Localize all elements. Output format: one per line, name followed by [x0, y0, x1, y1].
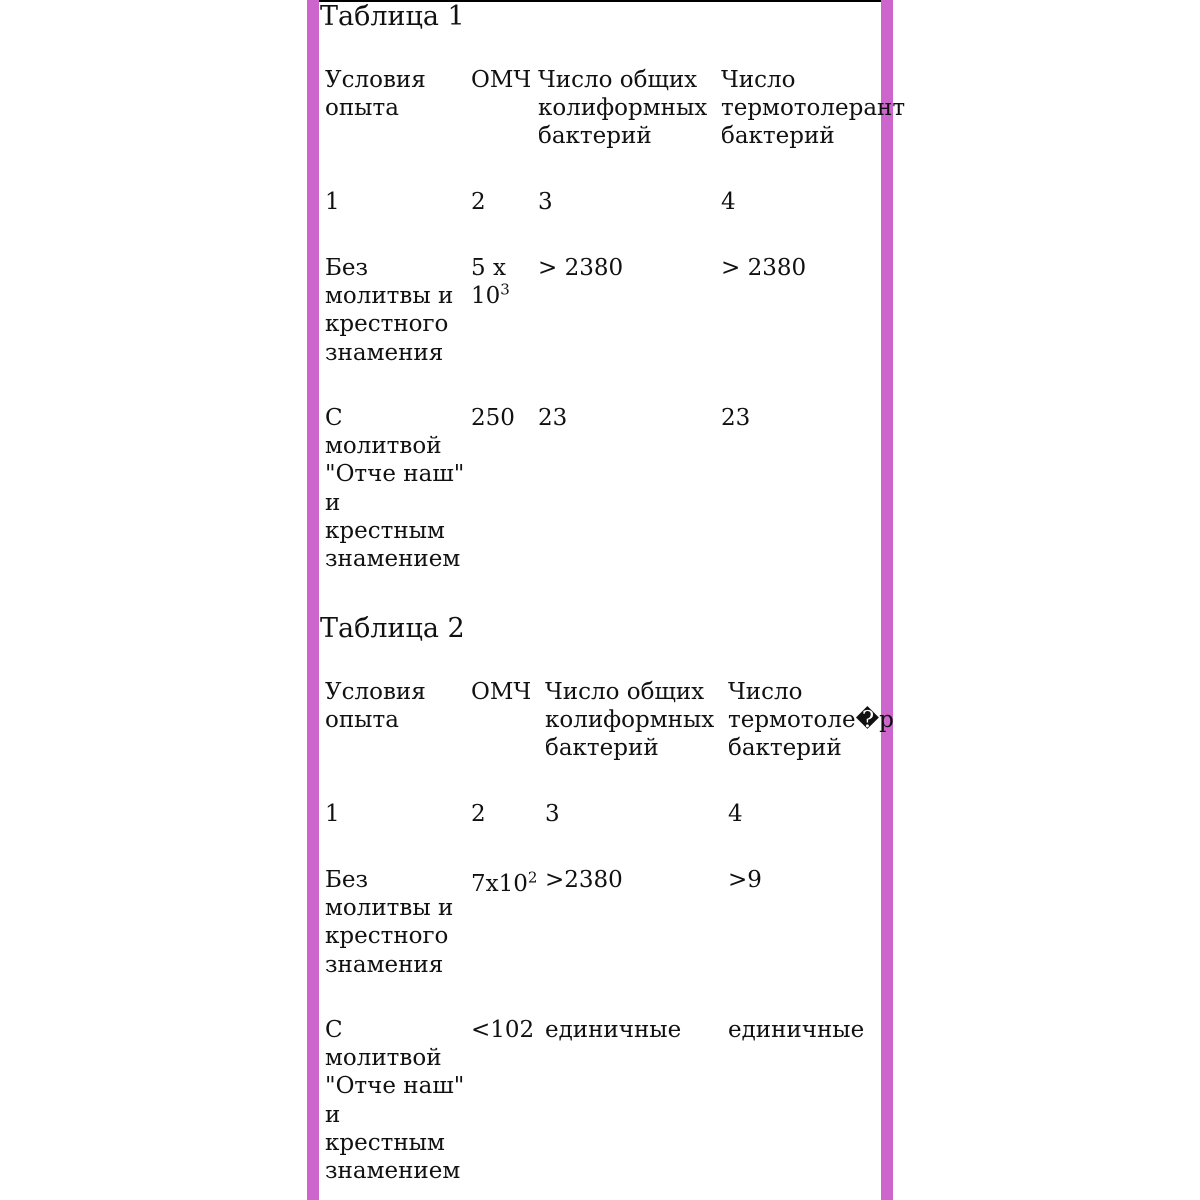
table-1-row-1-thermo: > 2380 — [721, 255, 807, 281]
table-1-row-2-omch: 250 — [471, 405, 515, 431]
table-1-header-coliform: Число общих колиформных бактерий — [538, 67, 708, 150]
table-1-row-2-coliform: 23 — [538, 405, 568, 431]
table-1-col-number: 3 — [538, 189, 553, 215]
table-1-col-number: 1 — [325, 189, 340, 215]
table-2-header-coliform: Число общих колиформных бактерий — [545, 679, 715, 762]
table-2-row-1-condition: Без молитвы и крестного знамения — [325, 867, 454, 978]
table-1-col-number: 4 — [721, 189, 736, 215]
table-2-row-2-thermo: единичные — [728, 1017, 865, 1043]
table-1-caption: Таблица 1 — [320, 1, 465, 32]
table-1-header-thermo: Число термотолерант бактерий — [721, 67, 906, 150]
table-1-col-number: 2 — [471, 189, 486, 215]
table-2-col-number: 1 — [325, 801, 340, 827]
table-2-header-thermo: Число термотоле�р бактерий — [728, 679, 894, 762]
table-2-row-2-coliform: единичные — [545, 1017, 682, 1043]
table-2-header-conditions: Условия опыта — [325, 679, 426, 734]
right-side-bar — [881, 0, 893, 1200]
table-2-col-number: 3 — [545, 801, 560, 827]
table-1-row-1-omch: 5 х $10^3$ — [471, 255, 510, 310]
table-2-col-number: 2 — [471, 801, 486, 827]
table-1-row-2-thermo: 23 — [721, 405, 751, 431]
table-2-header-omch: ОМЧ — [471, 679, 532, 705]
table-2-col-number: 4 — [728, 801, 743, 827]
table-1-header-omch: ОМЧ — [471, 67, 532, 93]
table-2-row-1-coliform: >2380 — [545, 867, 623, 893]
table-2-row-2-condition: С молитвой "Отче наш" и крестным знамением — [325, 1017, 465, 1185]
table-1-header-conditions: Условия опыта — [325, 67, 426, 122]
left-side-bar — [307, 0, 319, 1200]
table-1-row-1-coliform: > 2380 — [538, 255, 624, 281]
table-2-row-1-thermo: >9 — [728, 867, 762, 893]
document-content — [319, 0, 906, 1200]
table-2-row-2-omch: <102 — [471, 1017, 535, 1043]
table-2-row-1-omch: $7х10^2$ — [471, 868, 538, 897]
table-1-row-1-condition: Без молитвы и крестного знамения — [325, 255, 454, 366]
table-2-caption: Таблица 2 — [320, 613, 465, 644]
table-1-row-2-condition: С молитвой "Отче наш" и крестным знамением — [325, 405, 465, 573]
